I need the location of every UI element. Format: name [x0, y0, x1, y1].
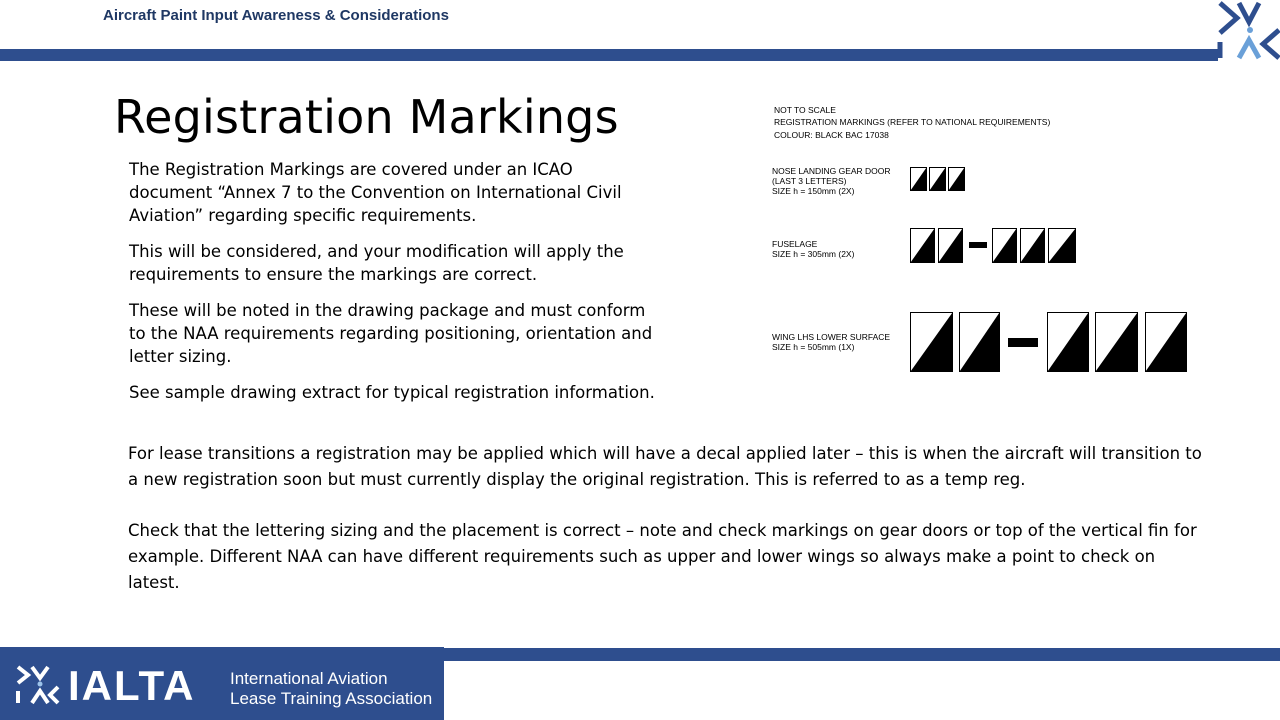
- row-label-line: SIZE h = 150mm (2X): [772, 186, 855, 196]
- paragraph: For lease transitions a registration may be applied which will have a decal applied later – this is when the aircraft will transition to a new registration soon but must currently display the original registration. This is referred to as a temp reg.: [128, 444, 1202, 489]
- drawing-extract: [760, 98, 1200, 388]
- footer-tagline-line1: International Aviation: [230, 669, 388, 688]
- paragraph: See sample drawing extract for typical registration information.: [129, 383, 655, 402]
- header-bar: [0, 49, 1218, 61]
- body-text: [129, 158, 659, 417]
- fuselage-blocks: [911, 229, 1076, 263]
- footer-brand-name: IALTA: [68, 662, 196, 709]
- row-label-line: SIZE h = 305mm (2X): [772, 249, 855, 259]
- paragraph: This will be considered, and your modification will apply the requirements to ensure the markings are correct.: [129, 242, 624, 284]
- wing-blocks: [911, 313, 1187, 372]
- footer-brand-mark-icon: [16, 665, 60, 705]
- row-label-line: WING LHS LOWER SURFACE: [772, 332, 891, 342]
- full-width-text: [128, 441, 1208, 621]
- brand-mark-icon: [1217, 0, 1280, 62]
- paragraph: Check that the lettering sizing and the placement is correct – note and check markings on gear doors or top of the vertical fin for example. Different NAA can have different requirements such as upper and lower wings so always make a point to check on latest.: [128, 521, 1197, 592]
- paragraph: The Registration Markings are covered under an ICAO document “Annex 7 to the Convention on International Civil Aviation” regarding specific requirements.: [129, 160, 622, 225]
- figure-note: REGISTRATION MARKINGS (REFER TO NATIONAL REQUIREMENTS): [774, 117, 1051, 127]
- footer-tagline-line2: Lease Training Association: [230, 689, 433, 708]
- figure-note: NOT TO SCALE: [774, 105, 836, 115]
- registration-letter-blocks: [760, 98, 1200, 388]
- slide-title: Registration Markings: [114, 90, 619, 144]
- nose-gear-blocks: [911, 168, 965, 191]
- row-label-line: (LAST 3 LETTERS): [772, 176, 847, 186]
- row-label-line: FUSELAGE: [772, 239, 818, 249]
- row-label-line: SIZE h = 505mm (1X): [772, 342, 855, 352]
- header-title: Aircraft Paint Input Awareness & Considerations: [103, 7, 449, 24]
- row-label-line: NOSE LANDING GEAR DOOR: [772, 166, 891, 176]
- figure-note: COLOUR: BLACK BAC 17038: [774, 130, 889, 140]
- footer-bar: [443, 648, 1280, 661]
- paragraph: These will be noted in the drawing package and must conform to the NAA requirements regarding positioning, orientation and letter sizing.: [129, 301, 653, 366]
